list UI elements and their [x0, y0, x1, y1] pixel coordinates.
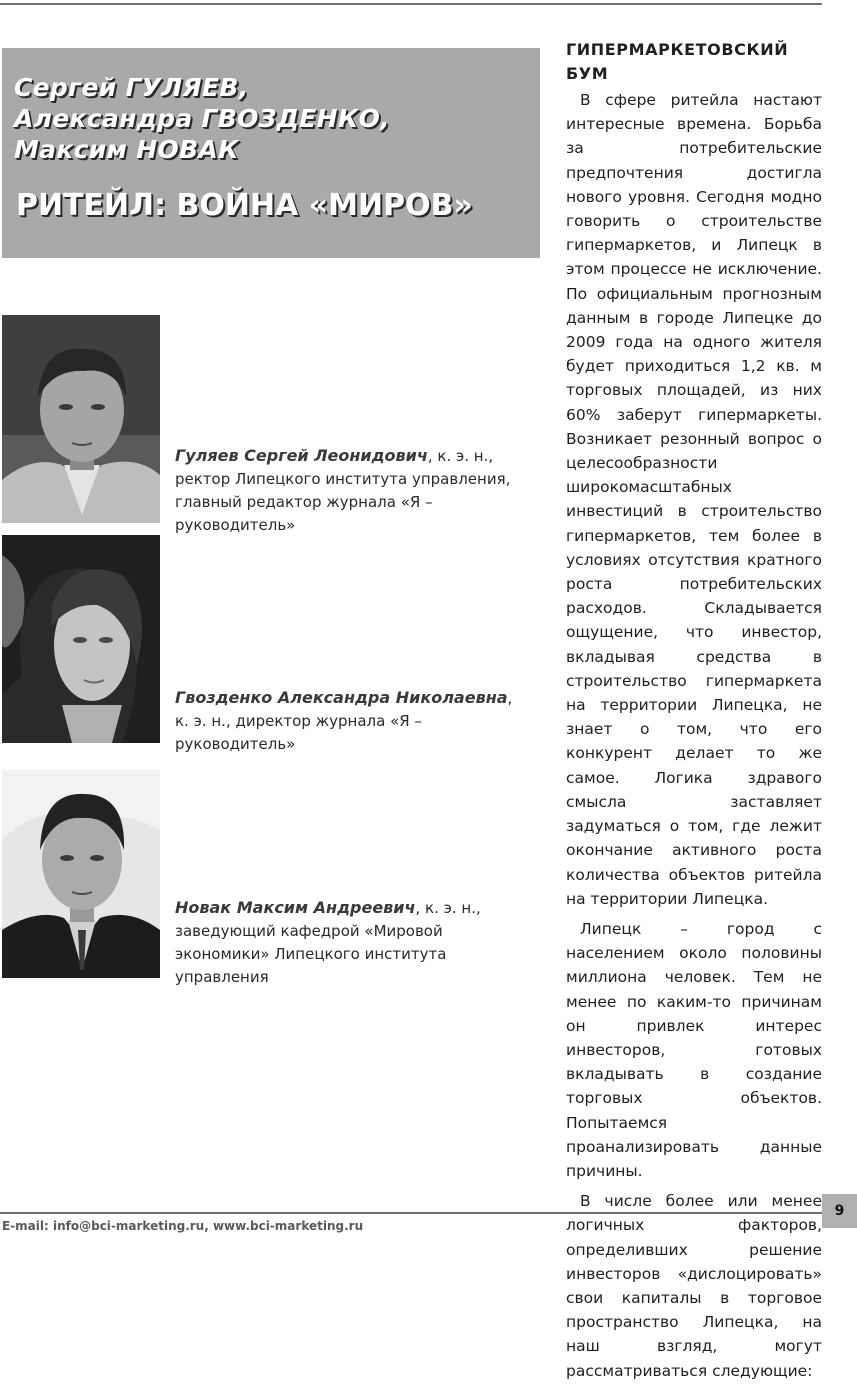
author-photo-novak — [2, 770, 160, 978]
author-photo-gvozdenko — [2, 535, 160, 743]
author-bio-name: Гуляев Сергей Леонидович — [175, 446, 428, 465]
author-bio-details: , к. э. н., заведующий кафедрой «Мировой экономики» Липецкого института управления — [175, 899, 481, 986]
author-bio-name: Новак Максим Андреевич — [175, 898, 416, 917]
author-name: Сергей ГУЛЯЕВ, — [14, 73, 249, 102]
author-bio-name: Гвозденко Александра Николаевна — [175, 688, 508, 707]
footer-contact: E-mail: info@bci-marketing.ru, www.bci-marketing.ru — [2, 1219, 364, 1233]
section-heading: ГИПЕРМАРКЕТОВСКИЙ БУМ — [566, 40, 789, 83]
author-names — [14, 72, 390, 165]
top-rule — [0, 3, 822, 5]
article-paragraph: В числе более или менее логичных факторов, определивших решение инвесторов «дислоцировать» свои капиталы в торговое пространство Липецка, на наш взгляд, могут рассматриваться следующие: — [566, 1192, 822, 1380]
page-number: 9 — [822, 1194, 857, 1228]
author-bio-details: , к. э. н., ректор Липецкого института управления, главный редактор журнала «Я – руководитель» — [175, 447, 511, 534]
author-bio-novak — [175, 896, 520, 989]
author-name: Александра ГВОЗДЕНКО, — [14, 104, 390, 133]
author-bio-gvozdenko — [175, 686, 520, 756]
article-paragraph: В сфере ритейла настают интересные времена. Борьба за потребительские предпочтения достигла нового уровня. Сегодня модно говорить о строительстве гипермаркетов, и Липецк в этом процессе не исключение. По официальным прогнозным данным в городе Липецке до 2009 года на одного жителя будет приходиться 1,2 кв. м торговых площадей, из них 60% заберут гипермаркеты. Возникает резонный вопрос о целесообразности широкомасштабных инвестиций в строительство гипермаркетов, тем более в условиях отсутствия кратного роста потребительских расходов. Складывается ощущение, что инвестор, вкладывая средства в строительство гипермаркета на территории Липецка, не знает о том, что его конкурент делает то же самое. Логика здравого смысла заставляет задуматься о том, где лежит окончание активного роста количества объектов ритейла на территории Липецка. — [566, 91, 822, 908]
footer-rule — [0, 1212, 822, 1214]
article-column — [566, 38, 822, 1389]
article-title: РИТЕЙЛ: ВОЙНА «МИРОВ» — [16, 188, 473, 223]
article-paragraph: Липецк – город с населением около половины миллиона человек. Тем не менее по каким-то причинам он привлек интерес инвесторов, готовых вкладывать в создание торговых объектов. Попытаемся проанализировать данные причины. — [566, 919, 822, 1180]
author-photo-gulyaev — [2, 315, 160, 523]
author-bio-gulyaev — [175, 444, 520, 537]
author-name: Максим НОВАК — [14, 135, 239, 164]
author-bio-details: , к. э. н., директор журнала «Я – руководитель» — [175, 689, 513, 753]
